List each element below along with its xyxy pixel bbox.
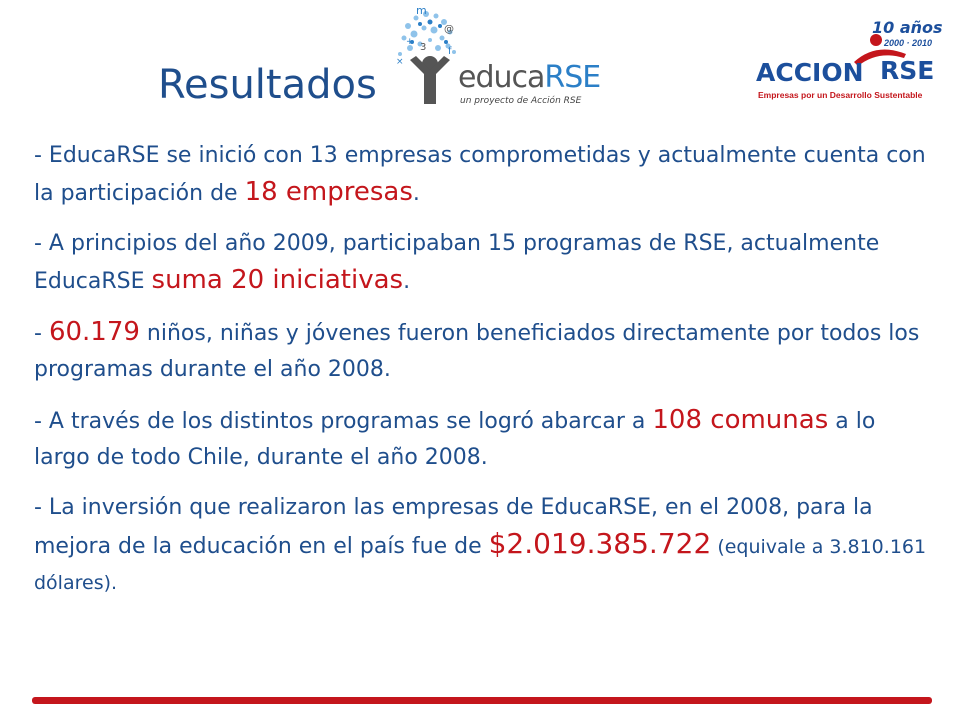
result-item-communes: - A través de los distintos programas se logró abarcar a 108 comunas a lo largo de todo Chile, durante el año 2008. <box>34 405 876 470</box>
anniversary-years: 2000 · 2010 <box>884 38 933 48</box>
anniversary-label: 10 años <box>872 18 943 37</box>
highlight-communes: 108 comunas <box>652 405 829 435</box>
accionrse-tagline: Empresas por un Desarrollo Sustentable <box>758 90 923 100</box>
result-item-investment: - La inversión que realizaron las empresas de EducaRSE, en el 2008, para la mejora de la educación en el país fue de $2.019.385.722 (equivale a 3.810.161 dólares). <box>34 495 927 594</box>
accion-rse-wordmark: RSE <box>880 56 935 85</box>
svg-text:@: @ <box>444 24 454 35</box>
highlight-companies: 18 empresas <box>244 177 413 207</box>
svg-text:m: m <box>416 4 427 17</box>
results-list <box>34 138 934 615</box>
result-item-initiatives: - A principios del año 2009, participaban 15 programas de RSE, actualmente EducaRSE suma 20 iniciativas. <box>34 231 880 295</box>
bottom-divider <box>32 697 932 704</box>
accionrse-logo <box>750 14 950 106</box>
educarse-logo <box>390 4 620 114</box>
svg-text:+: + <box>406 37 414 47</box>
highlight-beneficiaries: 60.179 <box>48 317 140 347</box>
svg-text:f: f <box>448 46 452 57</box>
svg-text:3: 3 <box>420 42 427 53</box>
result-item-companies: - EducaRSE se inició con 13 empresas comprometidas y actualmente cuenta con la participación de 18 empresas. <box>34 143 926 207</box>
highlight-investment: $2.019.385.722 <box>488 527 712 560</box>
result-item-beneficiaries: - 60.179 niños, niñas y jóvenes fueron beneficiados directamente por todos los programas durante el año 2008. <box>34 317 920 382</box>
svg-text:×: × <box>396 57 404 67</box>
educarse-wordmark: educaRSE <box>458 60 601 95</box>
accion-wordmark: ACCION <box>756 58 864 87</box>
educarse-figure-icon <box>390 4 470 114</box>
educarse-tagline: un proyecto de Acción RSE <box>460 96 582 106</box>
highlight-initiatives: suma 20 iniciativas <box>151 265 404 295</box>
page-title: Resultados <box>158 62 377 108</box>
